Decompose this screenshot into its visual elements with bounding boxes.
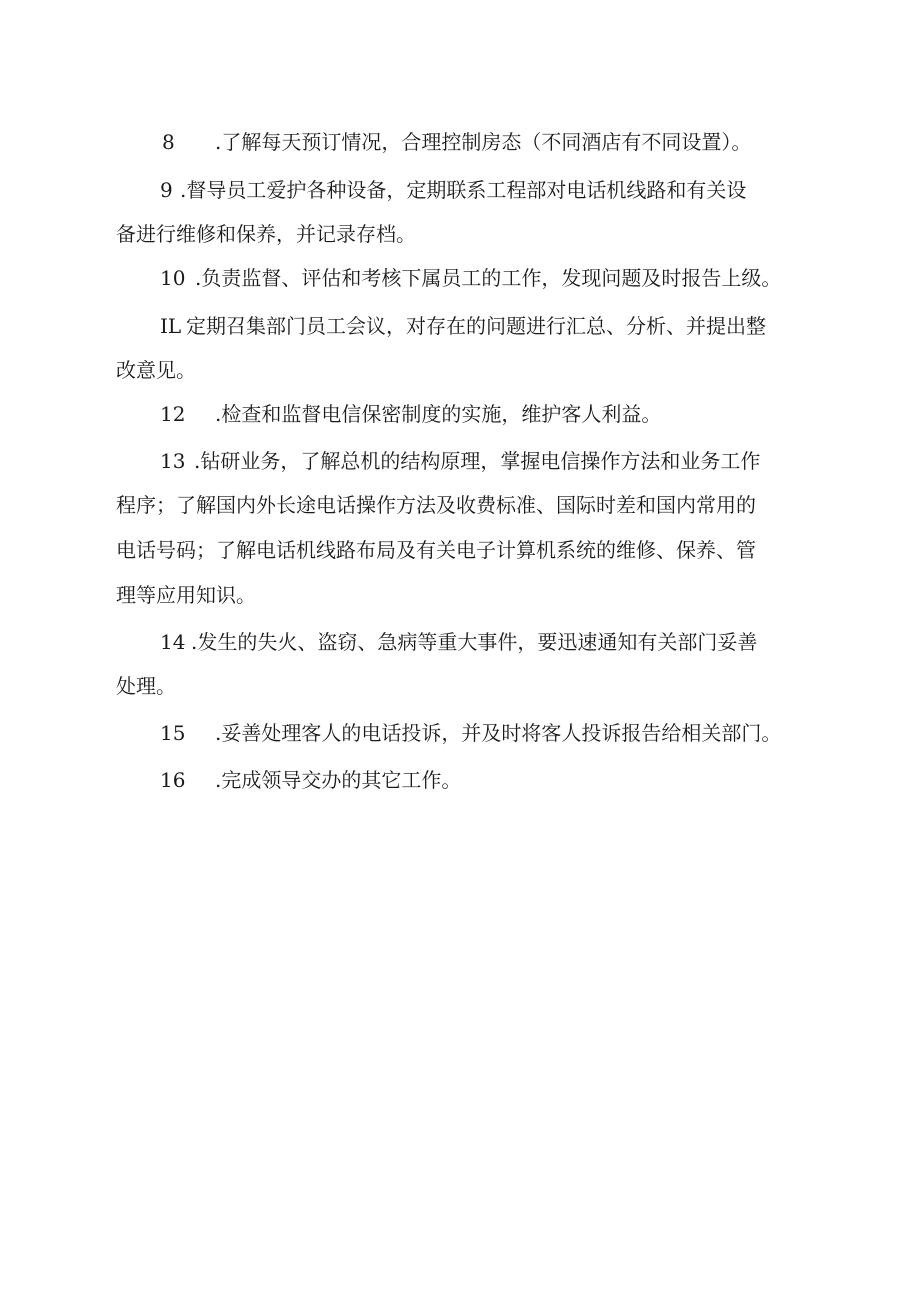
item-text: .检查和监督电信保密制度的实施，维护客人利益。 xyxy=(215,402,662,426)
item-number: IL xyxy=(160,314,182,338)
item-text: .负责监督、评估和考核下属员工的工作，发现问题及时报告上级。 xyxy=(195,266,782,290)
item-text: .妥善处理客人的电话投诉，并及时将客人投诉报告给相关部门。 xyxy=(215,721,782,745)
item-text-continued: 理等应用知识。 xyxy=(116,583,256,607)
item-text-continued: 备进行维修和保养，并记录存档。 xyxy=(116,222,416,246)
item-number: 15 xyxy=(160,721,186,745)
item-text-continued: 改意见。 xyxy=(116,358,196,382)
item-text-continued: 处理。 xyxy=(116,674,176,698)
item-text: .发生的失火、盗窃、急病等重大事件，要迅速通知有关部门妥善 xyxy=(191,630,758,654)
item-number: 14 xyxy=(160,630,186,654)
item-text-continued: 程序；了解国内外长途电话操作方法及收费标准、国际时差和国内常用的 xyxy=(116,493,756,517)
item-number: 9 xyxy=(160,178,173,202)
item-number: 8 xyxy=(162,130,175,154)
item-number: 12 xyxy=(160,402,186,426)
item-number: 16 xyxy=(160,768,186,792)
item-number: 10 xyxy=(160,266,186,290)
item-text: .督导员工爱护各种设备，定期联系工程部对电话机线路和有关设 xyxy=(180,178,747,202)
item-text: .钻研业务，了解总机的结构原理，掌握电信操作方法和业务工作 xyxy=(194,449,761,473)
item-number: 13 xyxy=(160,449,186,473)
item-text: .完成领导交办的其它工作。 xyxy=(215,768,462,792)
item-text: 定期召集部门员工会议，对存在的问题进行汇总、分析、并提出整 xyxy=(186,314,766,338)
item-text-continued: 电话号码；了解电话机线路布局及有关电子计算机系统的维修、保养、管 xyxy=(116,538,756,562)
item-text: .了解每天预订情况，合理控制房态（不同酒店有不同设置）。 xyxy=(215,130,752,154)
